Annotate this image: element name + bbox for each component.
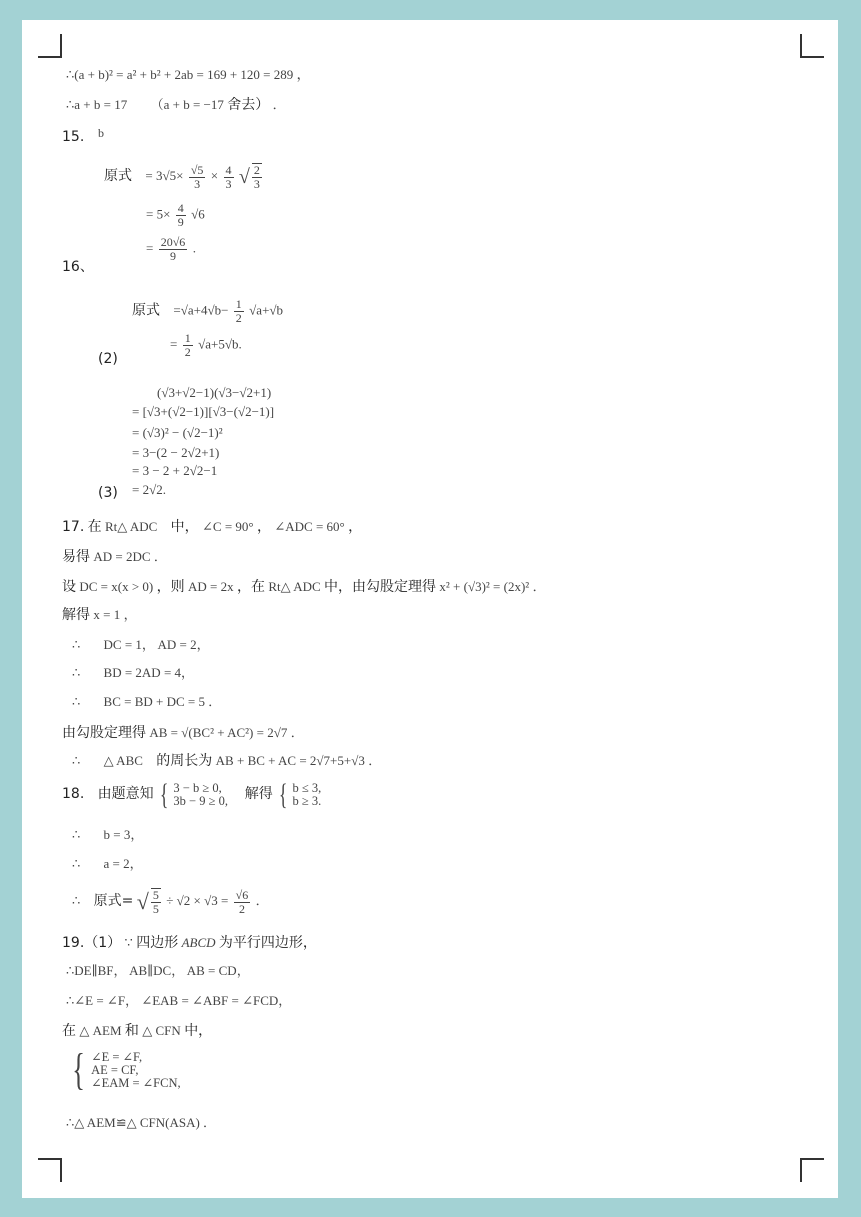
text: 中， — [170, 519, 199, 535]
text: 由勾股定理得 — [62, 725, 146, 741]
fraction: $\frac{2}{3}$ — [253, 163, 260, 191]
left-brace: { — [278, 778, 288, 811]
crop-mark-top-left — [38, 34, 62, 58]
fraction: $\frac{20√6}{9}$ — [160, 235, 186, 263]
question-16-number: 16、 — [62, 259, 94, 275]
fraction: $\frac{√6}{2}$ — [235, 887, 249, 916]
fraction: $\frac{4}{9}$ — [177, 201, 184, 229]
math-text: AD = 2DC — [93, 549, 151, 564]
text: 在 — [87, 519, 102, 535]
text: 原式= — [93, 893, 134, 910]
q15-row-1 — [104, 163, 264, 191]
math-text: √a+5√b. — [198, 336, 242, 352]
math-text: a = 2 — [103, 856, 130, 871]
math-text: ∴a + b = 17 — [66, 97, 128, 112]
text: 为平行四边形， — [218, 935, 317, 951]
crop-mark-top-right — [800, 34, 824, 58]
math-text: ∴△ AEM≌△ CFN(ASA) — [66, 1115, 200, 1130]
text: 中，由勾股定理得 — [324, 579, 437, 595]
text: 易得 — [62, 549, 90, 565]
math-text: AB = √(BC² + AC²) = 2√7 — [149, 725, 288, 740]
text: 解得 — [62, 607, 90, 623]
q18-line-4: ∴ 原式= √ $\frac{5}{5}$ ÷ √2 × √3 = $\frac{√6}{2}$ ． — [72, 887, 269, 916]
math-text: AB + BC + AC = 2√7+5+√3 — [215, 753, 365, 768]
q16-row-2 — [170, 332, 242, 359]
math-text: 3 − b ≥ 0, — [173, 781, 222, 795]
math-text: ∠C = 90° — [202, 519, 254, 534]
q16-step-2: = [√3+(√2−1)][√3−(√2−1)] — [132, 404, 275, 419]
math-text: b ≤ 3, — [292, 781, 322, 795]
text: 和 — [124, 1023, 139, 1039]
q19-line-4 — [62, 1022, 212, 1040]
math-text: × — [210, 168, 219, 184]
q18-line-2: ∴ b = 3， — [72, 827, 144, 842]
q17-line-9: ∴ △ ABC 的周长为 AB + BC + AC = 2√7+5+√3 ． — [72, 753, 382, 769]
math-text: AD = 2 — [157, 637, 197, 652]
math-text: =√a+4√b− — [173, 302, 229, 318]
q19-line-1 — [62, 934, 317, 952]
q19-line-2: ∴DE∥BF， AB∥DC， AB = CD， — [66, 963, 250, 978]
text: 在 — [62, 1023, 76, 1039]
math-text: √a+√b — [249, 302, 284, 318]
q16-row-1 — [132, 298, 283, 325]
punct: ， — [296, 67, 311, 83]
math-text: ABCD — [181, 935, 216, 950]
q17-line-5: ∴ DC = 1， AD = 2， — [72, 637, 210, 652]
left-brace: { — [159, 778, 169, 811]
q17-line-2: 易得 AD = 2DC ． — [62, 549, 167, 565]
math-text: DC = 1 — [103, 637, 142, 652]
math-text: AD = 2x — [188, 579, 234, 594]
question-19-number: 19.（1） — [62, 935, 122, 951]
punct: ． — [272, 97, 286, 112]
math-text: ∠E = ∠F, — [91, 1049, 143, 1064]
q17-line-8: 由勾股定理得 AB = √(BC² + AC²) = 2√7 ． — [62, 725, 304, 741]
math-text: = — [146, 240, 154, 256]
math-text: = 5× — [146, 206, 171, 222]
q16-part-3-label: (3) — [98, 485, 118, 501]
math-text: b = 3 — [103, 827, 131, 842]
sqrt-sign: √ — [136, 889, 149, 914]
question-18-number: 18. — [62, 786, 85, 803]
q19-conditions — [68, 1045, 181, 1094]
fraction: $\frac{5}{5}$ — [152, 888, 159, 916]
math-text: = 3√5× — [145, 168, 184, 184]
math-text: BC = BD + DC = 5 — [103, 694, 205, 709]
math-text: AB∥DC — [129, 963, 172, 978]
q16-step-4: = 3−(2 − 2√2+1) — [132, 445, 220, 460]
text: 的周长为 — [156, 753, 213, 769]
question-15-answer: b — [98, 126, 104, 140]
punct: ， — [257, 519, 271, 535]
left-brace: { — [72, 1045, 85, 1094]
math-text: x² + (√3)² = (2x)² — [439, 579, 530, 594]
label-yuanshi: 原式 — [132, 302, 160, 319]
q18-line-1 — [62, 780, 321, 810]
q17-line-7: ∴ BC = BD + DC = 5 ． — [72, 694, 222, 709]
sqrt-sign: √ — [238, 166, 250, 188]
math-text: AB = CD — [186, 963, 237, 978]
line-sum-square — [66, 66, 311, 84]
math-text: AE = CF, — [91, 1062, 139, 1077]
line-a-plus-b — [66, 96, 286, 114]
q18-line-3: ∴ a = 2， — [72, 856, 143, 871]
math-text: （a + b = −17 — [150, 97, 224, 112]
question-15-number: 15. — [62, 129, 85, 145]
text: 设 — [62, 579, 76, 595]
math-text: ∴DE∥BF — [66, 963, 114, 978]
math-text: ∵ — [124, 935, 133, 950]
fraction: $\frac{1}{2}$ — [184, 331, 191, 359]
math-text: x = 1 — [93, 607, 121, 622]
text: ，则 — [156, 579, 185, 595]
q19-conclusion — [66, 1114, 216, 1132]
condition-system — [68, 1045, 181, 1094]
question-17-number: 17. — [62, 519, 85, 535]
math-text: ∠EAB = ∠ABF = ∠FCD — [141, 993, 279, 1008]
math-text: Rt△ ADC — [105, 519, 158, 534]
text: 四边形 — [136, 935, 179, 951]
math-text: 3b − 9 ≥ 0, — [173, 794, 228, 808]
q16-step-1: (√3+√2−1)(√3−√2+1) — [157, 385, 272, 400]
q19-line-3: ∴∠E = ∠F， ∠EAB = ∠ABF = ∠FCD， — [66, 993, 292, 1008]
text: 中， — [184, 1023, 213, 1039]
q16-step-3: = (√3)² − (√2−1)² — [132, 425, 223, 440]
q15-row-3 — [146, 236, 196, 263]
fraction: $\frac{4}{3}$ — [225, 162, 232, 191]
math-text: b ≥ 3. — [292, 794, 322, 808]
text: 舍去） — [227, 97, 270, 113]
fraction: $\frac{√5}{3}$ — [190, 162, 204, 191]
q15-row-2 — [146, 202, 205, 229]
math-text: △ ABC — [103, 753, 143, 768]
q17-line-4: 解得 x = 1 ， — [62, 607, 137, 623]
math-text: ∴(a + b)² = a² + b² + 2ab = 169 + 120 = 289 — [66, 67, 294, 82]
math-text: △ AEM — [79, 1023, 122, 1038]
crop-mark-bottom-left — [38, 1158, 62, 1182]
math-text: ∠ADC = 60° — [274, 519, 345, 534]
crop-mark-bottom-right — [800, 1158, 824, 1182]
math-text: △ CFN — [142, 1023, 181, 1038]
text: 解得 — [244, 786, 273, 803]
q17-line-1 — [62, 518, 362, 536]
math-text: ∴∠E = ∠F — [66, 993, 126, 1008]
punct: ， — [348, 519, 363, 535]
q16-step-5: = 3 − 2 + 2√2−1 — [132, 463, 218, 478]
math-text: √6 — [191, 206, 205, 222]
q16-step-6: = 2√2. — [132, 482, 166, 497]
punct: ． — [203, 1115, 217, 1130]
text: 由题意知 — [97, 786, 154, 803]
inequality-system — [157, 780, 228, 810]
math-text: Rt△ ADC — [268, 579, 321, 594]
q17-line-6: ∴ BD = 2AD = 4， — [72, 665, 195, 680]
solution-system — [276, 780, 321, 810]
math-text: ÷ √2 × √3 = — [166, 893, 229, 909]
math-text: = — [170, 336, 178, 352]
math-text: ∠EAM = ∠FCN, — [91, 1075, 181, 1090]
math-text: . — [192, 240, 196, 256]
q17-line-3: 设 DC = x(x > 0) ，则 AD = 2x ，在 Rt△ ADC 中，由勾股定理得 x² + (√3)² = (2x)² ． — [62, 579, 546, 595]
text: ，在 — [237, 579, 265, 595]
q16-part-2-label: (2) — [98, 351, 118, 367]
math-text: BD = 2AD = 4 — [103, 665, 182, 680]
math-text: DC = x(x > 0) — [79, 579, 154, 594]
fraction: $\frac{1}{2}$ — [235, 297, 242, 325]
label-yuanshi: 原式 — [104, 168, 132, 185]
